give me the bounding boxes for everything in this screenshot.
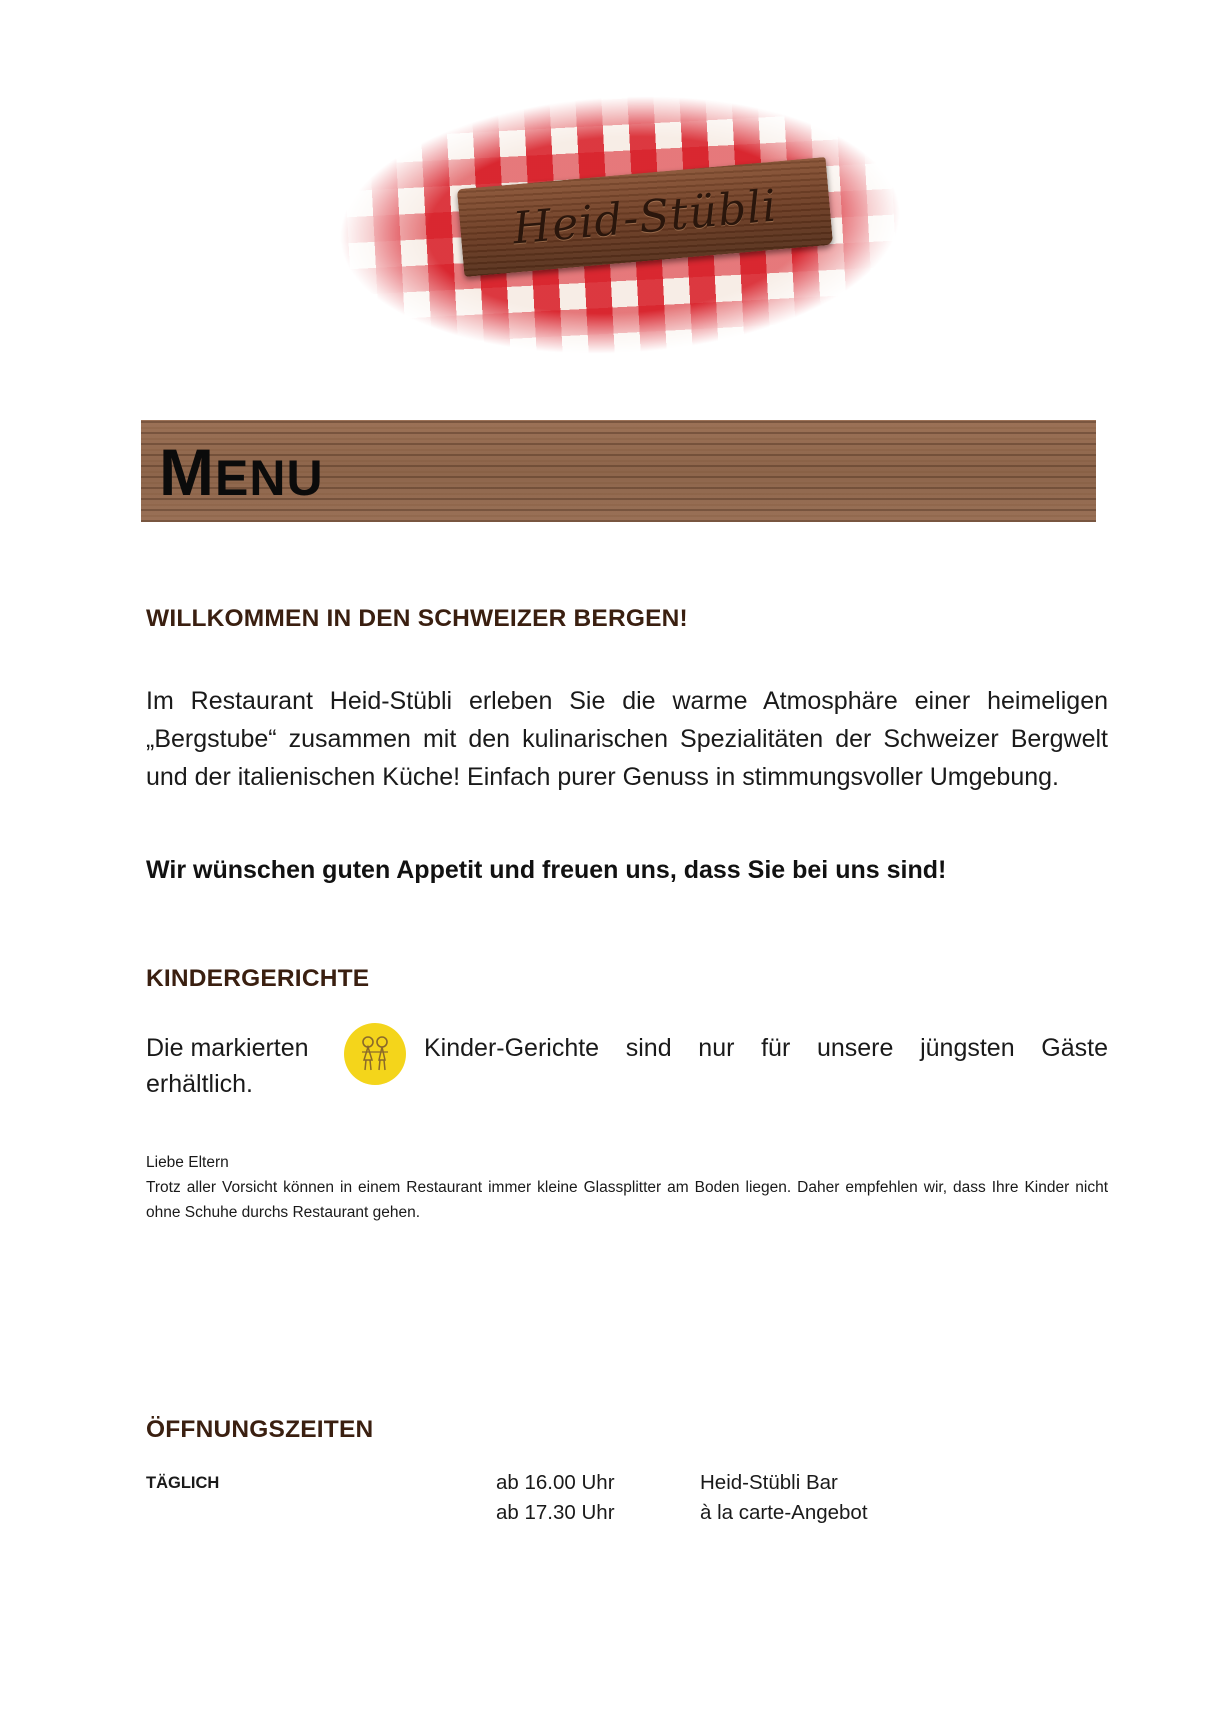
logo-text: Heid-Stübli xyxy=(510,180,780,254)
welcome-paragraph: Im Restaurant Heid-Stübli erleben Sie die warme Atmosphäre einer heimeligen „Bergstube“ zusammen mit den kulinarischen Spezialitäten der Schweizer Bergwelt und der italienischen Küche! Einfach purer Genuss in stimmungsvoller Umgebung. xyxy=(146,687,1108,791)
menu-banner xyxy=(141,420,1096,522)
menu-title xyxy=(159,434,324,510)
kids-heading: KINDERGERICHTE xyxy=(146,965,370,992)
menu-title-rest: ENU xyxy=(214,450,324,506)
restaurant-logo xyxy=(270,65,970,385)
children-icon xyxy=(344,1023,406,1085)
menu-title-initial: M xyxy=(159,435,215,509)
hours-day-label: TÄGLICH xyxy=(146,1474,220,1492)
hours-time-2: ab 17.30 Uhr xyxy=(496,1501,615,1524)
hours-desc-2: à la carte-Angebot xyxy=(700,1501,868,1524)
notice-greeting: Liebe Eltern xyxy=(146,1154,229,1171)
kids-text-second-line: erhältlich. xyxy=(146,1070,253,1098)
kids-text-after: Kinder-Gerichte sind nur für unsere jüngsten Gäste xyxy=(424,1034,1108,1062)
welcome-heading: WILLKOMMEN IN DEN SCHWEIZER BERGEN! xyxy=(146,605,688,632)
hours-time-1: ab 16.00 Uhr xyxy=(496,1471,615,1494)
notice-text: Trotz aller Vorsicht können in einem Restaurant immer kleine Glassplitter am Boden liegen. Daher empfehlen wir, dass Ihre Kinder nicht ohne Schuhe durchs Restaurant gehen. xyxy=(146,1179,1108,1221)
hours-heading: ÖFFNUNGSZEITEN xyxy=(146,1416,374,1443)
hours-desc-1: Heid-Stübli Bar xyxy=(700,1471,838,1494)
welcome-closing: Wir wünschen guten Appetit und freuen uns, dass Sie bei uns sind! xyxy=(146,856,947,884)
kids-text-before: Die markierten xyxy=(146,1034,309,1062)
